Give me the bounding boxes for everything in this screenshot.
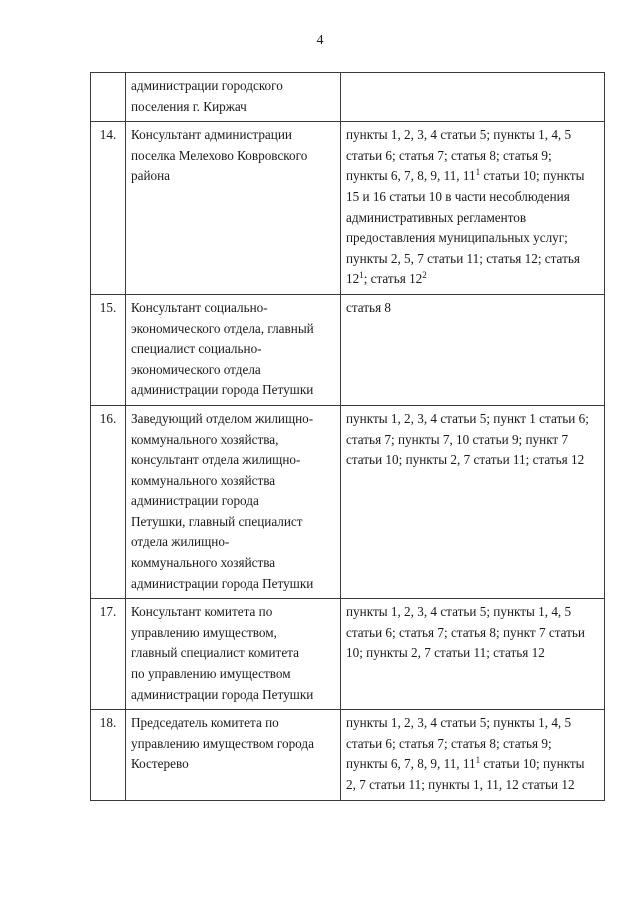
position-title-line: поселка Мелехово Ковровского xyxy=(131,147,308,163)
table-row xyxy=(91,122,605,295)
position-title-line: Петушки, главный специалист xyxy=(131,513,303,529)
position-title-cell xyxy=(126,294,341,405)
articles-cell xyxy=(341,73,605,122)
position-title-line: управлению имуществом города xyxy=(131,735,314,751)
superscript-index: 1 xyxy=(475,755,481,766)
articles-line xyxy=(346,208,599,229)
position-title-line: Заведующий отделом жилищно- xyxy=(131,410,314,426)
articles-text: пункты 6, 7, 8, 9, 11, 11 xyxy=(346,756,476,772)
articles-text: административных регламентов xyxy=(346,209,527,225)
articles-text: статьи 10; пункты 2, 7 статьи 11; статья 12 xyxy=(346,452,585,468)
position-title-line: экономического отдела, главный xyxy=(131,320,314,336)
position-title-cell xyxy=(126,405,341,598)
position-title-line: управлению имуществом, xyxy=(131,624,277,640)
position-title-cell xyxy=(126,73,341,122)
articles-cell xyxy=(341,599,605,710)
row-number-cell: 18. xyxy=(91,710,126,800)
articles-text: пункты 1, 2, 3, 4 статьи 5; пункты 1, 4, 5 xyxy=(346,127,572,143)
row-number-cell: 16. xyxy=(91,405,126,598)
position-title-line: поселения г. Киржач xyxy=(131,98,247,114)
articles-text: статьи 10; пункты xyxy=(480,756,585,772)
position-title-cell xyxy=(126,710,341,800)
table-row xyxy=(91,710,605,800)
position-title-line: администрации города xyxy=(131,493,259,509)
articles-text: пункты 1, 2, 3, 4 статьи 5; пункт 1 статьи 6; xyxy=(346,410,589,426)
articles-line xyxy=(346,249,599,270)
articles-text: предоставления муниципальных услуг; xyxy=(346,230,568,246)
articles-text: статьи 6; статья 7; статья 8; статья 9; xyxy=(346,147,552,163)
position-title-line: администрации городского xyxy=(131,78,283,93)
position-title-line: специалист социально- xyxy=(131,341,262,357)
articles-text: ; статья 12 xyxy=(363,271,423,287)
articles-line xyxy=(346,228,599,249)
articles-line xyxy=(346,754,599,775)
articles-cell xyxy=(341,294,605,405)
position-title-line: Консультант администрации xyxy=(131,127,292,143)
position-title-line: по управлению имуществом xyxy=(131,666,291,682)
articles-text: пункты 1, 2, 3, 4 статьи 5; пункты 1, 4, 5 xyxy=(346,604,572,620)
position-title-cell xyxy=(126,122,341,295)
page-number: 4 xyxy=(316,33,324,48)
position-title-line: Консультант комитета по xyxy=(131,604,273,620)
articles-text: 15 и 16 статьи 10 в части несоблюдения xyxy=(346,188,570,204)
articles-line xyxy=(346,146,599,167)
superscript-index: 2 xyxy=(422,270,427,281)
position-title-line: администрации города Петушки xyxy=(131,382,314,398)
row-number-cell: 17. xyxy=(91,599,126,710)
position-title-line: района xyxy=(131,168,171,184)
table-row xyxy=(91,73,605,122)
position-title-line: отдела жилищно- xyxy=(131,534,230,550)
articles-line xyxy=(346,430,599,451)
row-number-cell xyxy=(91,73,126,122)
articles-line xyxy=(346,298,599,319)
position-title-line: Консультант социально- xyxy=(131,299,268,315)
position-title-line: консультант отдела жилищно- xyxy=(131,452,301,468)
superscript-index: 1 xyxy=(359,270,364,281)
articles-cell xyxy=(341,710,605,800)
articles-line xyxy=(346,125,599,146)
articles-line xyxy=(346,187,599,208)
articles-cell xyxy=(341,122,605,295)
articles-cell xyxy=(341,405,605,598)
position-title-line: главный специалист комитета xyxy=(131,645,299,661)
articles-text: 12 xyxy=(346,271,360,287)
articles-text: статьи 6; статья 7; статья 8; пункт 7 статьи xyxy=(346,624,585,640)
articles-text: пункты 6, 7, 8, 9, 11, 11 xyxy=(346,168,476,184)
position-title-line: экономического отдела xyxy=(131,361,261,377)
position-title-line: администрации города Петушки xyxy=(131,575,314,591)
articles-line xyxy=(346,602,599,623)
articles-line xyxy=(346,623,599,644)
articles-line xyxy=(346,166,599,187)
articles-text: пункты 2, 5, 7 статьи 11; статья 12; статья xyxy=(346,250,580,266)
articles-text: пункты 1, 2, 3, 4 статьи 5; пункты 1, 4, 5 xyxy=(346,715,572,731)
position-title-line: Костерево xyxy=(131,756,189,772)
articles-line xyxy=(346,450,599,471)
articles-text: 2, 7 статьи 11; пункты 1, 11, 12 статьи 12 xyxy=(346,777,575,792)
table-row xyxy=(91,599,605,710)
positions-table-body xyxy=(91,73,605,801)
position-title-line: Председатель комитета по xyxy=(131,715,279,731)
position-title-line: коммунального хозяйства, xyxy=(131,431,279,447)
articles-line xyxy=(346,269,599,290)
articles-text: 10; пункты 2, 7 статьи 11; статья 12 xyxy=(346,645,545,661)
articles-text: статья 8 xyxy=(346,299,392,315)
articles-line xyxy=(346,713,599,734)
table-row xyxy=(91,294,605,405)
articles-line xyxy=(346,775,599,796)
position-title-cell xyxy=(126,599,341,710)
articles-line xyxy=(346,409,599,430)
position-title-line: администрации города Петушки xyxy=(131,686,314,702)
row-number-cell: 14. xyxy=(91,122,126,295)
articles-text: статья 7; пункты 7, 10 статьи 9; пункт 7 xyxy=(346,431,569,447)
row-number-cell: 15. xyxy=(91,294,126,405)
articles-line xyxy=(346,643,599,664)
superscript-index: 1 xyxy=(475,167,481,178)
articles-line xyxy=(346,734,599,755)
positions-table xyxy=(90,72,605,801)
position-title-line: коммунального хозяйства xyxy=(131,555,276,571)
position-title-line: коммунального хозяйства xyxy=(131,472,276,488)
articles-text: статьи 6; статья 7; статья 8; статья 9; xyxy=(346,735,552,751)
articles-text: статьи 10; пункты xyxy=(480,168,585,184)
table-row xyxy=(91,405,605,598)
